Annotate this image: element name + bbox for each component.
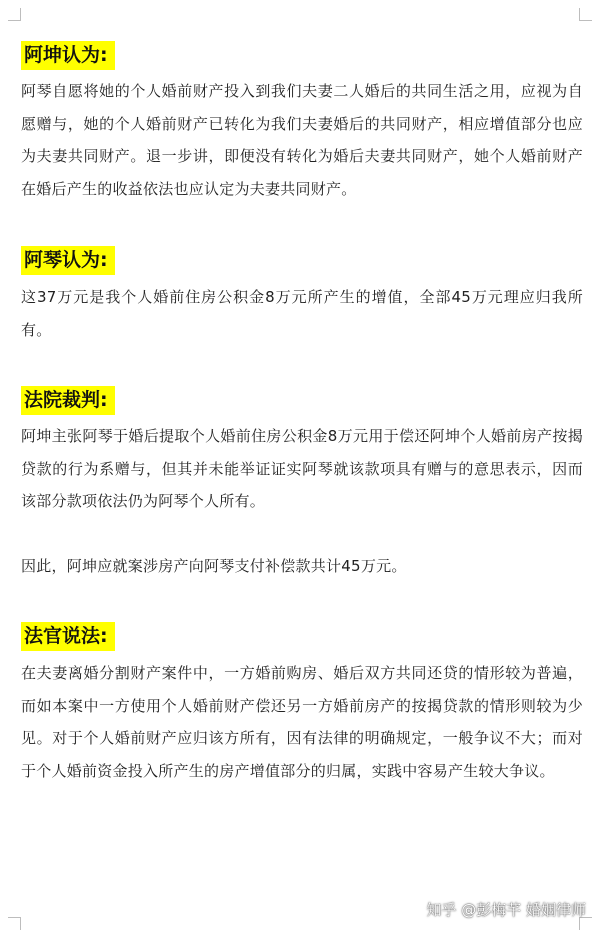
page-corner-mark-bottom-left bbox=[8, 917, 21, 930]
zhihu-watermark: 知乎 @彭梅芊 婚姻律师 bbox=[426, 901, 586, 919]
paragraph-aqin-view: 这37万元是我个人婚前住房公积金8万元所产生的增值，全部45万元理应归我所有。 bbox=[21, 288, 583, 339]
section-heading-court-ruling: 法院裁判: bbox=[21, 386, 115, 415]
page-corner-mark-top-left bbox=[8, 8, 21, 21]
paragraph-akun-view: 阿琴自愿将她的个人婚前财产投入到我们夫妻二人婚后的共同生活之用，应视为自愿赠与，她的个人婚前财产已转化为我们夫妻婚后的共同财产，相应增值部分也应为夫妻共同财产。退一步讲，即便没有转化为婚后夫妻共同财产，她个人婚前财产在婚后产生的收益依法也应认定为夫妻共同财产。 bbox=[21, 82, 583, 198]
paragraph-court-ruling: 阿坤主张阿琴于婚后提取个人婚前住房公积金8万元用于偿还阿坤个人婚前房产按揭贷款的行为系赠与，但其并未能举证证实阿琴就该款项具有赠与的意思表示，因而该部分款项依法仍为阿琴个人所有。 bbox=[21, 427, 583, 510]
section-heading-akun-view: 阿坤认为: bbox=[21, 41, 115, 70]
page-corner-mark-top-right bbox=[579, 8, 592, 21]
paragraph-court-conclusion: 因此，阿坤应就案涉房产向阿琴支付补偿款共计45万元。 bbox=[21, 557, 407, 575]
section-heading-aqin-view: 阿琴认为: bbox=[21, 246, 115, 275]
section-heading-judge-comment: 法官说法: bbox=[21, 622, 115, 651]
paragraph-judge-comment: 在夫妻离婚分割财产案件中，一方婚前购房、婚后双方共同还贷的情形较为普遍，而如本案中一方使用个人婚前财产偿还另一方婚前房产的按揭贷款的情形则较为少见。对于个人婚前财产应归该方所有，因有法律的明确规定，一般争议不大；而对于个人婚前资金投入所产生的房产增值部分的归属，实践中容易产生较大争议。 bbox=[21, 664, 583, 780]
